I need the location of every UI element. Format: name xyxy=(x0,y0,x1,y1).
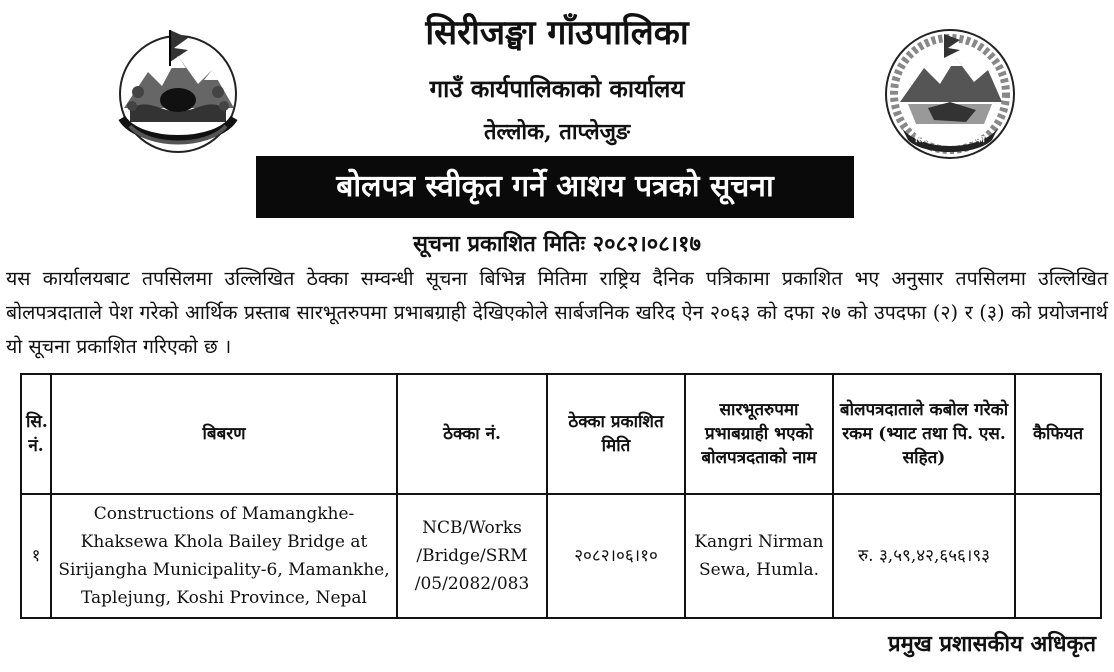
emblem-right-label: सिरीजङ्घा गाउँपालिका xyxy=(915,135,985,145)
col-header-sn: सि. नं. xyxy=(21,374,51,494)
office-address: तेल्लोक, ताप्लेजुङ xyxy=(484,119,630,145)
cell-contract-no: NCB/Works /Bridge/SRM /05/2082/083 xyxy=(397,494,547,618)
cell-remarks xyxy=(1015,494,1101,618)
col-header-remarks: कैफियत xyxy=(1015,374,1101,494)
col-header-amount: बोलपत्रदाताले कबोल गरेको रकम (भ्याट तथा पि. एस. सहित) xyxy=(833,374,1015,494)
col-header-bidder: सारभूतरुपमा प्रभाबग्राही भएको बोलपत्रदताको नाम xyxy=(685,374,833,494)
bid-table xyxy=(20,373,1102,619)
cell-description: Constructions of Mamangkhe-Khaksewa Khola Bailey Bridge at Sirijangha Municipality-6, Mamankhe, Taplejung, Koshi Province, Nepal xyxy=(51,494,397,618)
municipality-title: सिरीजङ्घा गाँउपालिका xyxy=(425,13,689,53)
col-header-description: बिबरण xyxy=(51,374,397,494)
publish-date: सूचना प्रकाशित मितिः २०८२।०८।१७ xyxy=(413,231,701,257)
col-header-published-date: ठेक्का प्रकाशित मिति xyxy=(547,374,685,494)
office-name: गाउँ कार्यपालिकाको कार्यालय xyxy=(429,74,685,103)
cell-sn: १ xyxy=(21,494,51,618)
table-header-row xyxy=(21,374,1101,494)
table-row xyxy=(21,494,1101,618)
cell-amount: रु. ३,५९,४२,६५६।९३ xyxy=(833,494,1015,618)
notice-body: यस कार्यालयबाट तपसिलमा उल्लिखित ठेक्का सम्वन्धी सूचना बिभिन्न मितिमा राष्ट्रिय दैनिक पत्रिकामा प्रकाशित भए अनुसार तपसिलमा उल्लिखित बोलपत्रदाताले पेश गरेको आर्थिक प्रस्ताब सारभूतरुपमा प्रभाबग्राही देखिएकोले सार्बजनिक खरिद ऐन २०६३ को दफा २७ को उपदफा (२) र (३) को प्रयोजनार्थ यो सूचना प्रकाशित गरिएको छ । xyxy=(6,267,1108,358)
col-header-contract-no: ठेक्का नं. xyxy=(397,374,547,494)
signatory-title: प्रमुख प्रशासकीय अधिकृत xyxy=(888,631,1096,657)
cell-published-date: २०८२।०६।१० xyxy=(547,494,685,618)
notice-title-banner: बोलपत्र स्वीकृत गर्ने आशय पत्रको सूचना xyxy=(256,156,854,218)
cell-bidder: Kangri Nirman Sewa, Humla. xyxy=(685,494,833,618)
